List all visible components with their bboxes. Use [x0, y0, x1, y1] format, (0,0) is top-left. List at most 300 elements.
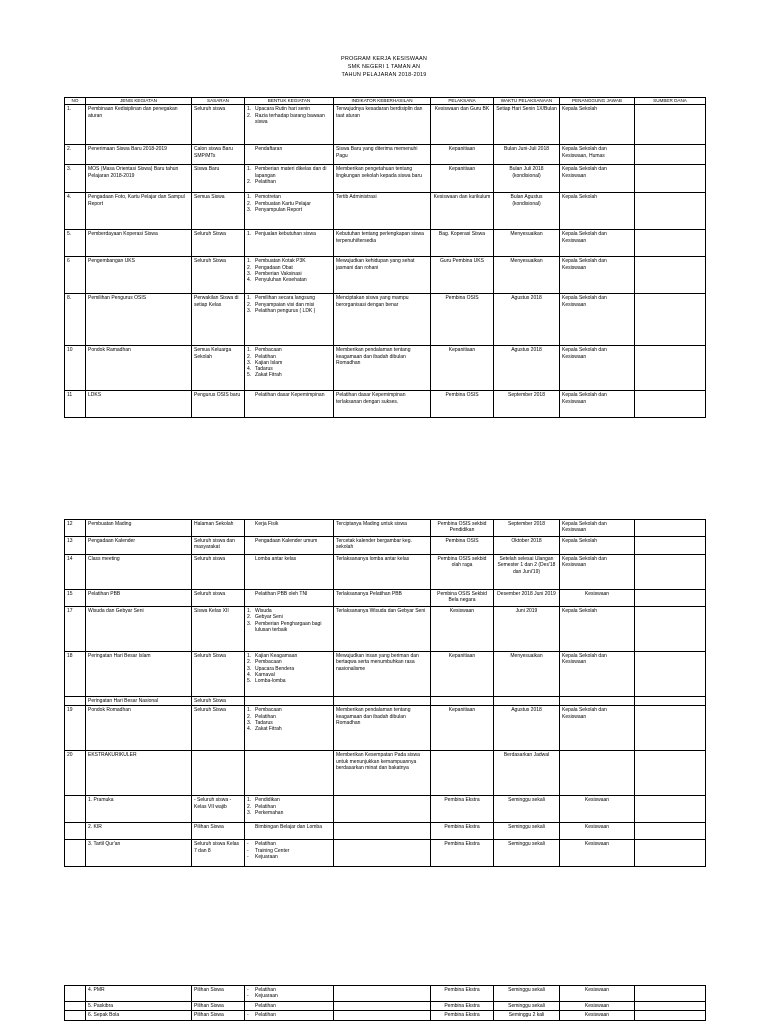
cell-penanggung-jawab: Kesiswaan — [560, 986, 635, 1002]
activity-item: 1. Pendidikan — [247, 797, 331, 803]
header-no: NO — [65, 98, 86, 105]
activity-item: 1. Pemilihan secara langsung — [247, 295, 331, 301]
cell-pelaksana: Pembina OSIS — [431, 391, 494, 418]
header-indikator: INDIKATOR KEBERHASILAN — [334, 98, 431, 105]
activity-item: Pendaftaran — [255, 146, 283, 153]
cell-sasaran: - Seluruh siswa - Kelas VII wajib — [192, 796, 245, 823]
table-row — [65, 751, 706, 796]
cell-penanggung-jawab: Kepala Sekolah dan Kesiswaan — [560, 706, 635, 751]
cell-no: 19 — [65, 706, 86, 751]
cell-penanggung-jawab: Kepala Sekolah dan Kesiswaan — [560, 391, 635, 418]
cell-bentuk-kegiatan — [245, 257, 334, 294]
cell-no — [65, 986, 86, 1002]
activity-item: 2. Pelatihan — [247, 714, 331, 720]
cell-indikator: Tercetak kalender bergambar keg. sekolah — [334, 537, 431, 555]
cell-sumber-dana — [635, 230, 706, 257]
cell-pelaksana: Pembina Ekstra — [431, 823, 494, 840]
cell-bentuk-kegiatan — [245, 555, 334, 590]
cell-pelaksana: Pembina Ekstra — [431, 1002, 494, 1011]
cell-bentuk-kegiatan — [245, 823, 334, 840]
cell-waktu: Seminggu sekali — [494, 840, 560, 867]
cell-no: 13 — [65, 537, 86, 555]
cell-sumber-dana — [635, 840, 706, 867]
cell-jenis-kegiatan: Pemilihan Pengurus OSIS — [86, 294, 192, 346]
cell-sasaran: Seluruh Siswa — [192, 697, 245, 706]
cell-sumber-dana — [635, 986, 706, 1002]
cell-no — [65, 1002, 86, 1011]
cell-no — [65, 840, 86, 867]
cell-indikator — [334, 986, 431, 1002]
cell-indikator: Tertib Administrasi — [334, 193, 431, 230]
cell-sumber-dana — [635, 697, 706, 706]
cell-sumber-dana — [635, 145, 706, 165]
cell-no: 1. — [65, 105, 86, 145]
cell-indikator: Menciptakan siswa yang mampu berorganisasi dengan benar — [334, 294, 431, 346]
cell-sumber-dana — [635, 555, 706, 590]
cell-sumber-dana — [635, 607, 706, 652]
activity-item: 5. Lomba-lomba — [247, 678, 331, 684]
cell-sasaran: Pilihan Siswa — [192, 1011, 245, 1021]
cell-jenis-kegiatan: Pembuatan Mading — [86, 520, 192, 537]
cell-indikator: Memberikan pendalaman tentang keagamaan dan ibadah dibulan Romadhan — [334, 706, 431, 751]
cell-waktu: Menyesuaikan — [494, 257, 560, 294]
activity-item: 4. Zakat Fitrah — [247, 726, 331, 732]
title-line: SMK NEGERI 1 TAMAN AN — [347, 64, 421, 70]
cell-pelaksana: Pembina OSIS — [431, 537, 494, 555]
cell-waktu: Oktober 2018 — [494, 537, 560, 555]
cell-penanggung-jawab: Kesiswaan — [560, 840, 635, 867]
cell-sasaran: Pilihan Siswa — [192, 1002, 245, 1011]
cell-sumber-dana — [635, 590, 706, 607]
cell-jenis-kegiatan: Pondok Romadhan — [86, 706, 192, 751]
cell-waktu: Seminggu sekali — [494, 796, 560, 823]
header-waktu: WAKTU PELAKSANAAN — [494, 98, 560, 105]
cell-sumber-dana — [635, 346, 706, 391]
cell-indikator — [334, 823, 431, 840]
cell-sasaran: Seluruh Siswa — [192, 230, 245, 257]
cell-jenis-kegiatan: 4. PMR — [86, 986, 192, 1002]
cell-sasaran — [192, 751, 245, 796]
activity-item: 2. Gebyar Seni — [247, 614, 331, 620]
cell-sumber-dana — [635, 652, 706, 697]
cell-bentuk-kegiatan — [245, 652, 334, 697]
cell-waktu: September 2018 — [494, 520, 560, 537]
cell-indikator: Memberikan Kesempatan Pada siswa untuk menunjukkan kemampuannya berdasarkan minat dan bakatnya — [334, 751, 431, 796]
activity-item: 2. Razia terhadap barang bawaan siswa — [247, 113, 331, 126]
cell-bentuk-kegiatan — [245, 607, 334, 652]
cell-jenis-kegiatan: Class meeting — [86, 555, 192, 590]
cell-sumber-dana — [635, 537, 706, 555]
table-row — [65, 986, 706, 1002]
cell-waktu: Seminggu sekali — [494, 986, 560, 1002]
cell-jenis-kegiatan: Pengembangan UKS — [86, 257, 192, 294]
cell-waktu: Juni 2019 — [494, 607, 560, 652]
cell-waktu: September 2018 — [494, 391, 560, 418]
cell-no: 4. — [65, 193, 86, 230]
cell-waktu: Berdasarkan Jadwal — [494, 751, 560, 796]
program-table-page-1 — [64, 97, 706, 418]
cell-bentuk-kegiatan — [245, 230, 334, 257]
cell-penanggung-jawab: Kepala Sekolah dan Kesiswaan — [560, 257, 635, 294]
activity-item: Pelatihan — [255, 1003, 276, 1009]
cell-jenis-kegiatan: EKSTRAKURIKULER — [86, 751, 192, 796]
cell-bentuk-kegiatan — [245, 145, 334, 165]
cell-penanggung-jawab: Kesiswaan — [560, 823, 635, 840]
cell-sasaran: Perwakilan Siswa di setiap Kelas — [192, 294, 245, 346]
cell-sasaran: Seluruh siswa — [192, 555, 245, 590]
cell-sumber-dana — [635, 294, 706, 346]
cell-sasaran: Semua Siswa — [192, 193, 245, 230]
cell-waktu: Seminggu sekali — [494, 823, 560, 840]
cell-jenis-kegiatan: Penerimaan Siswa Baru 2018-2019 — [86, 145, 192, 165]
cell-bentuk-kegiatan — [245, 697, 334, 706]
cell-sasaran: Seluruh siswa — [192, 105, 245, 145]
activity-item: 4. Penyuluhan Kesehatan — [247, 277, 331, 283]
cell-waktu: Desember 2018 Juni 2019 — [494, 590, 560, 607]
cell-sasaran: Seluruh Siswa — [192, 652, 245, 697]
cell-bentuk-kegiatan — [245, 391, 334, 418]
program-table-page-3 — [64, 985, 706, 1021]
activity-item: Pengadaan Kalender umum — [255, 538, 318, 544]
activity-item: 5. Zakat Fitrah — [247, 372, 331, 378]
activity-item: 2. Pengadaan Obat — [247, 265, 331, 271]
cell-waktu: Bulan Juli 2018 (kondisional) — [494, 165, 560, 193]
activity-item: 1. Pemotretan — [247, 194, 331, 200]
title-line: PROGRAM KERJA KESISWAAN — [341, 56, 427, 62]
cell-bentuk-kegiatan — [245, 193, 334, 230]
cell-bentuk-kegiatan — [245, 165, 334, 193]
cell-bentuk-kegiatan — [245, 706, 334, 751]
cell-pelaksana: Guru Pembina UKS — [431, 257, 494, 294]
cell-waktu: Setelah selesai Ulangan Semester 1 dan 2 (Des'18 dan Juni'19) — [494, 555, 560, 590]
cell-pelaksana: Pembina OSIS sekbid Pendidikan — [431, 520, 494, 537]
cell-pelaksana: Kepanitiaan — [431, 165, 494, 193]
cell-penanggung-jawab: Kepala Sekolah dan Kesiswaan — [560, 346, 635, 391]
activity-item: - Training Center — [247, 848, 331, 854]
header-sumber-dana: SUMBER DANA — [635, 98, 706, 105]
cell-penanggung-jawab: Kepala Sekolah dan Kesiswaan — [560, 230, 635, 257]
activity-item: 3. Perkemahan — [247, 810, 331, 816]
cell-waktu: Seminggu sekali — [494, 1002, 560, 1011]
cell-no: 2. — [65, 145, 86, 165]
activity-item: 3. Pelatihan pengurus ( LDK ) — [247, 308, 331, 314]
cell-pelaksana: Kepanitiaan — [431, 346, 494, 391]
cell-no: 17 — [65, 607, 86, 652]
activity-item: 2. Pembacaan — [247, 659, 331, 665]
header-bentuk-kegiatan: BENTUK KEGIATAN — [245, 98, 334, 105]
cell-sasaran: Seluruh siswa dan masyarakat — [192, 537, 245, 555]
cell-sumber-dana — [635, 193, 706, 230]
cell-jenis-kegiatan: Pembinaan Kedisiplinan dan penegakan aturan — [86, 105, 192, 145]
cell-indikator — [334, 1002, 431, 1011]
table-row — [65, 520, 706, 537]
cell-no: 18 — [65, 652, 86, 697]
cell-penanggung-jawab: Kepala Sekolah dan Kesiswaan — [560, 294, 635, 346]
cell-waktu — [494, 697, 560, 706]
cell-sasaran: Pilihan Siswa — [192, 986, 245, 1002]
cell-penanggung-jawab: Kesiswaan — [560, 590, 635, 607]
cell-penanggung-jawab — [560, 751, 635, 796]
table-row — [65, 555, 706, 590]
activity-item: 3. Tadarus — [247, 720, 331, 726]
table-row — [65, 294, 706, 346]
cell-bentuk-kegiatan — [245, 294, 334, 346]
cell-pelaksana: Kepanitiaan — [431, 706, 494, 751]
cell-sasaran: Pengurus OSIS baru — [192, 391, 245, 418]
cell-bentuk-kegiatan — [245, 520, 334, 537]
cell-penanggung-jawab: Kesiswaan — [560, 1011, 635, 1021]
cell-penanggung-jawab: Kepala Sekolah dan Kesiswaan — [560, 165, 635, 193]
table-row — [65, 607, 706, 652]
table-row — [65, 145, 706, 165]
cell-pelaksana: Bag. Koperasi Siswa — [431, 230, 494, 257]
cell-penanggung-jawab: Kesiswaan — [560, 796, 635, 823]
cell-no: 20 — [65, 751, 86, 796]
activity-item: 1. Pemberian materi dikelas dan di lapangan — [247, 166, 331, 179]
table-row — [65, 257, 706, 294]
cell-indikator: Mewujudkan insan yang beriman dan bertaqwa serta menumbuhkan rasa nasionalisme — [334, 652, 431, 697]
cell-no: 3. — [65, 165, 86, 193]
cell-sumber-dana — [635, 1002, 706, 1011]
cell-indikator: Memberikan pendalaman tentang keagamaan dan ibadah dibulan Romadhan — [334, 346, 431, 391]
cell-jenis-kegiatan: Pengadaan Kalender — [86, 537, 192, 555]
cell-indikator: Pelatihan dasar Kepemimpinan terlaksanan dengan sukses. — [334, 391, 431, 418]
cell-penanggung-jawab: Kepala Sekolah — [560, 607, 635, 652]
cell-pelaksana: Kesiswaan dan Guru BK — [431, 105, 494, 145]
table-row — [65, 697, 706, 706]
cell-bentuk-kegiatan — [245, 1002, 334, 1011]
cell-indikator — [334, 840, 431, 867]
cell-no: 11 — [65, 391, 86, 418]
cell-bentuk-kegiatan — [245, 840, 334, 867]
table-row — [65, 590, 706, 607]
cell-sasaran: Halaman Sekolah — [192, 520, 245, 537]
cell-bentuk-kegiatan — [245, 346, 334, 391]
cell-waktu: Bulan Agustus (kondisional) — [494, 193, 560, 230]
table-row — [65, 165, 706, 193]
cell-bentuk-kegiatan — [245, 986, 334, 1002]
cell-indikator: Terlaksananya lomba antar kelas — [334, 555, 431, 590]
cell-sasaran: Calon siswa Baru SMP/MTs — [192, 145, 245, 165]
cell-jenis-kegiatan: Peringatan Hari Besar Islam — [86, 652, 192, 697]
cell-sasaran: Pilihan Siswa — [192, 823, 245, 840]
header-jenis-kegiatan: JENIS KEGIATAN — [86, 98, 192, 105]
cell-sumber-dana — [635, 1011, 706, 1021]
cell-indikator: Terciptanya Mading untuk siswa — [334, 520, 431, 537]
cell-penanggung-jawab: Kepala Sekolah — [560, 105, 635, 145]
cell-sumber-dana — [635, 165, 706, 193]
cell-indikator — [334, 796, 431, 823]
cell-indikator — [334, 1011, 431, 1021]
cell-sumber-dana — [635, 257, 706, 294]
cell-indikator: Terlaksananya Wisuda dan Gebyar Seni — [334, 607, 431, 652]
activity-item: Pelatihan PBB oleh TNI — [255, 591, 308, 597]
cell-jenis-kegiatan: Pengadaan Foto, Kartu Pelajar dan Sampul Report — [86, 193, 192, 230]
cell-no: 5. — [65, 230, 86, 257]
cell-jenis-kegiatan: 3. Tartil Qur'an — [86, 840, 192, 867]
cell-sasaran: Seluruh Siswa — [192, 257, 245, 294]
cell-pelaksana: Kesiswaan dan kurikulum — [431, 193, 494, 230]
activity-item: Kerja Fisik — [255, 521, 279, 527]
cell-penanggung-jawab — [560, 697, 635, 706]
activity-item: Bimbingan Belajar dan Lomba — [255, 824, 322, 831]
activity-item: - Kejuaraan — [247, 993, 331, 999]
activity-item: 2. Pelatihan — [247, 804, 331, 810]
table-row — [65, 537, 706, 555]
cell-sasaran: Seluruh siswa — [192, 590, 245, 607]
cell-sasaran: Seluruh siswa Kelas 7 dan 8 — [192, 840, 245, 867]
cell-jenis-kegiatan: Peringatan Hari Besar Nasional — [86, 697, 192, 706]
cell-pelaksana: Kesiswaan — [431, 607, 494, 652]
cell-indikator: Mewujudkan kehidupan yang sehat jasmani dan rohani — [334, 257, 431, 294]
cell-waktu: Setiap Hari Senin 1X/Bulan — [494, 105, 560, 145]
cell-no: 15 — [65, 590, 86, 607]
cell-penanggung-jawab: Kepala Sekolah dan Kesiswaan — [560, 520, 635, 537]
activity-item: 3. Pemberian Vaksinasi — [247, 271, 331, 277]
cell-jenis-kegiatan: Pemberdayaan Koperasi Siswa — [86, 230, 192, 257]
cell-jenis-kegiatan: Wisuda dan Gebyar Seni — [86, 607, 192, 652]
cell-pelaksana — [431, 751, 494, 796]
cell-bentuk-kegiatan — [245, 1011, 334, 1021]
cell-no: 6 — [65, 257, 86, 294]
cell-jenis-kegiatan: 6. Sepak Bola — [86, 1011, 192, 1021]
table-row — [65, 346, 706, 391]
table-row — [65, 193, 706, 230]
activity-item: - Pelatihan — [247, 841, 331, 847]
activity-item: - Kejuaraan — [247, 854, 331, 860]
cell-penanggung-jawab: Kesiswaan — [560, 1002, 635, 1011]
cell-jenis-kegiatan: 5. Paskibra — [86, 1002, 192, 1011]
cell-jenis-kegiatan: 2. KIR — [86, 823, 192, 840]
activity-item: 3. Penyampulan Report — [247, 207, 331, 213]
cell-jenis-kegiatan: 1. Pramuka — [86, 796, 192, 823]
activity-item: 1. Pembuatan Kotak P3K — [247, 258, 331, 264]
activity-item: 4. Karnaval — [247, 672, 331, 678]
cell-pelaksana: Kepanitiaan — [431, 145, 494, 165]
activity-item: 1. Kajian Keagamaan — [247, 653, 331, 659]
cell-sumber-dana — [635, 751, 706, 796]
table-row — [65, 706, 706, 751]
cell-pelaksana: Pembina OSIS — [431, 294, 494, 346]
cell-no: 14 — [65, 555, 86, 590]
activity-item: 2. Pembuatan Kartu Pelajar — [247, 201, 331, 207]
cell-sumber-dana — [635, 706, 706, 751]
cell-sumber-dana — [635, 391, 706, 418]
cell-sasaran: Siswa Kelas XII — [192, 607, 245, 652]
cell-jenis-kegiatan: LDKS — [86, 391, 192, 418]
activity-item: - Pelatihan — [247, 987, 331, 993]
cell-sumber-dana — [635, 796, 706, 823]
cell-bentuk-kegiatan — [245, 537, 334, 555]
activity-item: 3. Upacara Bendera — [247, 666, 331, 672]
cell-jenis-kegiatan: MOS (Masa Orientasi Siswa) Baru tahun Pelajaran 2018-2019 — [86, 165, 192, 193]
cell-bentuk-kegiatan — [245, 751, 334, 796]
cell-no: 10 — [65, 346, 86, 391]
cell-penanggung-jawab: Kepala Sekolah dan Kesiswaan, Humas — [560, 145, 635, 165]
table-row — [65, 840, 706, 867]
cell-sasaran: Semua Keluarga Sekolah — [192, 346, 245, 391]
cell-no — [65, 697, 86, 706]
activity-item: Pelatihan dasar Kepemimpinan — [255, 392, 325, 399]
cell-no — [65, 823, 86, 840]
table-header-row — [65, 98, 706, 105]
table-row — [65, 796, 706, 823]
cell-indikator: Siswa Baru yang diterima memenuhi Pagu — [334, 145, 431, 165]
activity-item: 2. Pelatihan — [247, 179, 331, 185]
activity-item: 3. Pemberian Penghargaan bagi lulusan terbaik — [247, 621, 331, 634]
header-penanggung-jawab: PENANGGUNG JAWAB — [560, 98, 635, 105]
cell-waktu: Menyesuaikan — [494, 652, 560, 697]
table-row — [65, 823, 706, 840]
cell-pelaksana: Pembina OSIS Sekbid Bela negara — [431, 590, 494, 607]
cell-pelaksana — [431, 697, 494, 706]
cell-indikator: Memberikan pengetahuan tentang lingkungan sekolah kepada siswa baru — [334, 165, 431, 193]
activity-item: 1. Penjualan kebutuhan siswa — [247, 231, 331, 237]
cell-sumber-dana — [635, 823, 706, 840]
table-row — [65, 1002, 706, 1011]
cell-bentuk-kegiatan — [245, 796, 334, 823]
cell-no: 8. — [65, 294, 86, 346]
cell-penanggung-jawab: Kepala Sekolah — [560, 193, 635, 230]
header-pelaksana: PELAKSANA — [431, 98, 494, 105]
program-table-page-2 — [64, 519, 706, 867]
activity-item: 1. Pembacaan — [247, 707, 331, 713]
cell-penanggung-jawab: Kepala Sekolah dan Kesiswaan — [560, 652, 635, 697]
cell-indikator: Terlaksananya Pelatihan PBB — [334, 590, 431, 607]
cell-no — [65, 1011, 86, 1021]
activity-item: 1. Upacara Rutin hari senin — [247, 106, 331, 112]
cell-indikator — [334, 697, 431, 706]
table-row — [65, 230, 706, 257]
header-sasaran: SASARAN — [192, 98, 245, 105]
activity-item: 1. Wisuda — [247, 608, 331, 614]
cell-sumber-dana — [635, 520, 706, 537]
cell-sumber-dana — [635, 105, 706, 145]
cell-penanggung-jawab: Kepala Sekolah — [560, 537, 635, 555]
activity-item: 2. Penyampaian visi dan misi — [247, 302, 331, 308]
table-row — [65, 652, 706, 697]
table-row — [65, 105, 706, 145]
cell-no: 12 — [65, 520, 86, 537]
cell-sasaran: Siswa Baru — [192, 165, 245, 193]
title-line: TAHUN PELAJARAN 2018-2019 — [341, 72, 427, 78]
cell-bentuk-kegiatan — [245, 590, 334, 607]
cell-pelaksana: Pembina OSIS sekbid olah raga — [431, 555, 494, 590]
table-row — [65, 391, 706, 418]
cell-jenis-kegiatan: Pondok Ramadhan — [86, 346, 192, 391]
cell-bentuk-kegiatan — [245, 105, 334, 145]
cell-waktu: Bulan Juni-Juli 2018 — [494, 145, 560, 165]
cell-no — [65, 796, 86, 823]
cell-pelaksana: Pembina Ekstra — [431, 1011, 494, 1021]
activity-item: 4. Tadarus — [247, 366, 331, 372]
cell-indikator: Terwujudnya kesadaran berdisiplin dan taat aturan — [334, 105, 431, 145]
cell-pelaksana: Pembina Ekstra — [431, 796, 494, 823]
activity-item: 1. Pembacaan — [247, 347, 331, 353]
cell-penanggung-jawab: Kepala Sekolah dan Kesiswaan — [560, 555, 635, 590]
cell-pelaksana: Pembina Ekstra — [431, 840, 494, 867]
table-row — [65, 1011, 706, 1021]
cell-waktu: Agustus 2018 — [494, 346, 560, 391]
cell-pelaksana: Kepanitiaan — [431, 652, 494, 697]
activity-item: 3. Kajian Islam — [247, 360, 331, 366]
cell-waktu: Agustus 2018 — [494, 294, 560, 346]
cell-waktu: Agustus 2018 — [494, 706, 560, 751]
cell-jenis-kegiatan: Pelatihan PBB — [86, 590, 192, 607]
cell-waktu: Menyesuaikan — [494, 230, 560, 257]
activity-item: Lomba antar kelas — [255, 556, 297, 562]
activity-item: 2. Pelatihan — [247, 354, 331, 360]
